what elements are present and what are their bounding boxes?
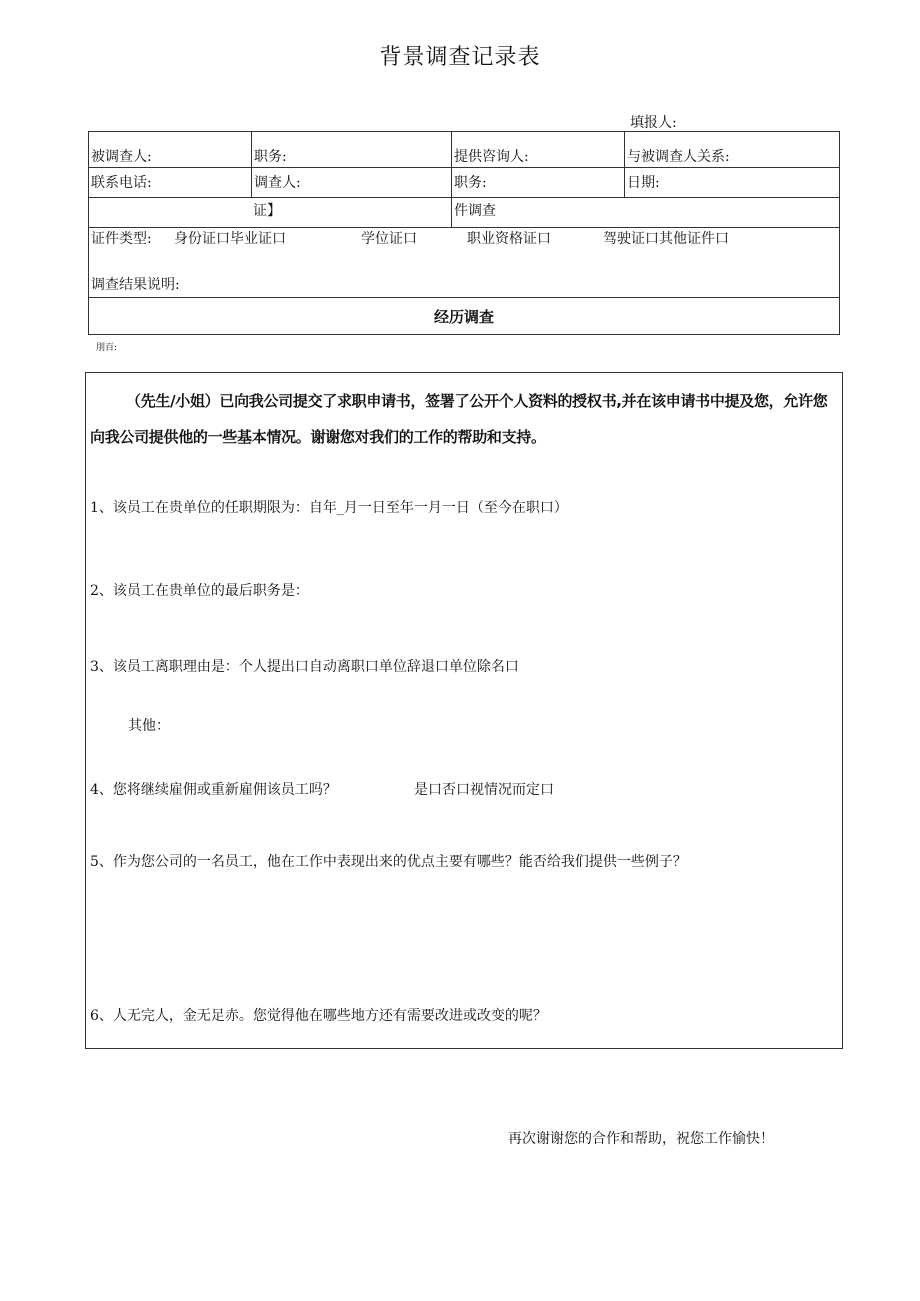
checkbox-professional[interactable]: 职业资格证口 xyxy=(467,231,551,247)
table-row xyxy=(89,132,839,168)
cert-header-left: 证】 xyxy=(253,203,281,219)
investigator-field[interactable]: 调查人: xyxy=(251,168,451,197)
question-6: 6、人无完人，金无足赤。您觉得他在哪些地方还有需要改进或改变的呢？ xyxy=(90,1008,547,1024)
respondent-field[interactable]: 被调查人: xyxy=(91,149,152,165)
question-2: 2、该员工在贵单位的最后职务是： xyxy=(90,583,309,599)
question-4: 4、您将继续雇佣或重新雇佣该员工吗？ xyxy=(90,782,337,798)
intro-paragraph: （先生/小姐）已向我公司提交了求职申请书，签署了公开个人资料的授权书,并在该申请书中提及您，允许您向我公司提供他的一些基本情况。谢谢您对我们的工作的帮助和支持。 xyxy=(90,392,828,446)
date-field[interactable]: 日期: xyxy=(624,168,839,197)
experience-section xyxy=(85,372,843,1049)
phone-field[interactable]: 联系电话: xyxy=(91,175,152,191)
investigator-position-field[interactable]: 职务: xyxy=(451,168,624,197)
question-1: 1、该员工在贵单位的任职期限为：自年_月一日至年一月一日（至今在职口） xyxy=(90,500,568,516)
checkbox-driver-other[interactable]: 驾驶证口其他证件口 xyxy=(603,231,729,247)
result-label: 调查结果说明: xyxy=(91,277,180,293)
position-field[interactable]: 职务: xyxy=(251,132,451,167)
question-3: 3、该员工离职理由是：个人提出口自动离职口单位辞退口单位除名口 xyxy=(90,659,519,675)
experience-header: 经历调查 xyxy=(433,308,494,326)
table-row xyxy=(89,168,839,198)
relationship-field[interactable]: 与被调查人关系: xyxy=(624,132,839,167)
note-text: 刖百: xyxy=(96,343,118,353)
question-3-other: 其他： xyxy=(128,718,170,734)
consultant-field[interactable]: 提供咨询人: xyxy=(451,132,624,167)
cert-header-right: 件调查 xyxy=(451,198,839,227)
question-4-options[interactable]: 是口否口视情况而定口 xyxy=(414,782,554,798)
checkbox-id-diploma[interactable]: 身份证口毕业证口 xyxy=(174,231,286,247)
question-5: 5、作为您公司的一名员工，他在工作中表现出来的优点主要有哪些？能否给我们提供一些例子？ xyxy=(90,854,687,870)
filler-label: 填报人: xyxy=(630,115,677,131)
table-row xyxy=(89,198,839,228)
page-title: 背景调查记录表 xyxy=(379,45,541,70)
cert-types-row xyxy=(89,228,839,298)
checkbox-degree[interactable]: 学位证口 xyxy=(361,231,417,247)
closing-text: 再次谢谢您的合作和帮助，祝您工作愉快！ xyxy=(508,1131,774,1147)
info-table xyxy=(88,131,840,335)
cert-types-label: 证件类型: xyxy=(91,231,152,247)
